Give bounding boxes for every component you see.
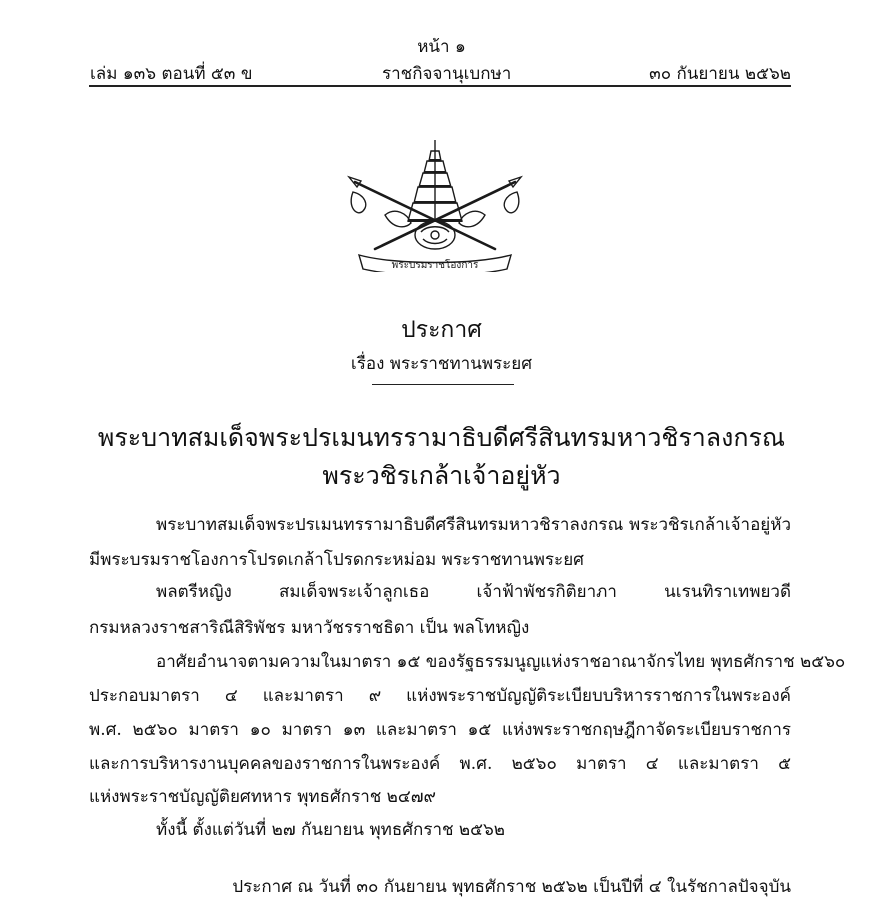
body-line: กรมหลวงราชสาริณีสิริพัชร มหาวัชรราชธิดา เป็น พลโทหญิง	[89, 618, 530, 638]
king-name-line-1: พระบาทสมเด็จพระปรเมนทรรามาธิบดีศรีสินทรมหาวชิราลงกรณ	[97, 423, 786, 452]
page-number: หน้า ๑	[417, 37, 466, 57]
volume-issue: เล่ม ๑๓๖ ตอนที่ ๕๓ ข	[90, 64, 253, 84]
body-line: และการบริหารงานบุคคลของราชการในพระองค์ พ.ศ. ๒๕๖๐ มาตรา ๔ และมาตรา ๕	[89, 754, 791, 774]
body-line: แห่งพระราชบัญญัติยศทหาร พุทธศักราช ๒๔๗๙	[89, 787, 436, 807]
title-divider	[372, 384, 514, 385]
body-line: พ.ศ. ๒๕๖๐ มาตรา ๑๐ มาตรา ๑๓ และมาตรา ๑๕ แห่งพระราชกฤษฎีกาจัดระเบียบราชการ	[89, 720, 791, 740]
king-name-line-2: พระวชิรเกล้าเจ้าอยู่หัว	[322, 461, 561, 490]
document-title: ประกาศ	[401, 317, 482, 343]
body-line: อาศัยอำนาจตามความในมาตรา ๑๕ ของรัฐธรรมนูญแห่งราชอาณาจักรไทย พุทธศักราช ๒๕๖๐	[156, 652, 846, 672]
publication-date: ๓๐ กันยายน ๒๕๖๒	[649, 64, 791, 84]
body-line: ทั้งนี้ ตั้งแต่วันที่ ๒๗ กันยายน พุทธศักราช ๒๕๖๒	[156, 820, 506, 840]
document-subject: เรื่อง พระราชทานพระยศ	[350, 354, 533, 374]
body-line: ประกอบมาตรา ๔ และมาตรา ๙ แห่งพระราชบัญญัติระเบียบบริหารราชการในพระองค์	[89, 686, 791, 706]
emblem-ribbon-text: พระบรมราชโองการ	[391, 260, 479, 271]
royal-emblem	[345, 137, 525, 272]
body-line: พลตรีหญิง สมเด็จพระเจ้าลูกเธอ เจ้าฟ้าพัชรกิติยาภา นเรนทิราเทพยวดี	[156, 582, 791, 602]
gazette-name: ราชกิจจานุเบกษา	[382, 64, 512, 84]
body-line: พระบาทสมเด็จพระปรเมนทรรามาธิบดีศรีสินทรมหาวชิราลงกรณ พระวชิรเกล้าเจ้าอยู่หัว	[156, 515, 791, 535]
body-line: มีพระบรมราชโองการโปรดเกล้าโปรดกระหม่อม พระราชทานพระยศ	[89, 550, 584, 570]
proclamation-signoff: ประกาศ ณ วันที่ ๓๐ กันยายน พุทธศักราช ๒๕๖๒ เป็นปีที่ ๔ ในรัชกาลปัจจุบัน	[232, 877, 791, 897]
header-divider	[89, 85, 791, 87]
